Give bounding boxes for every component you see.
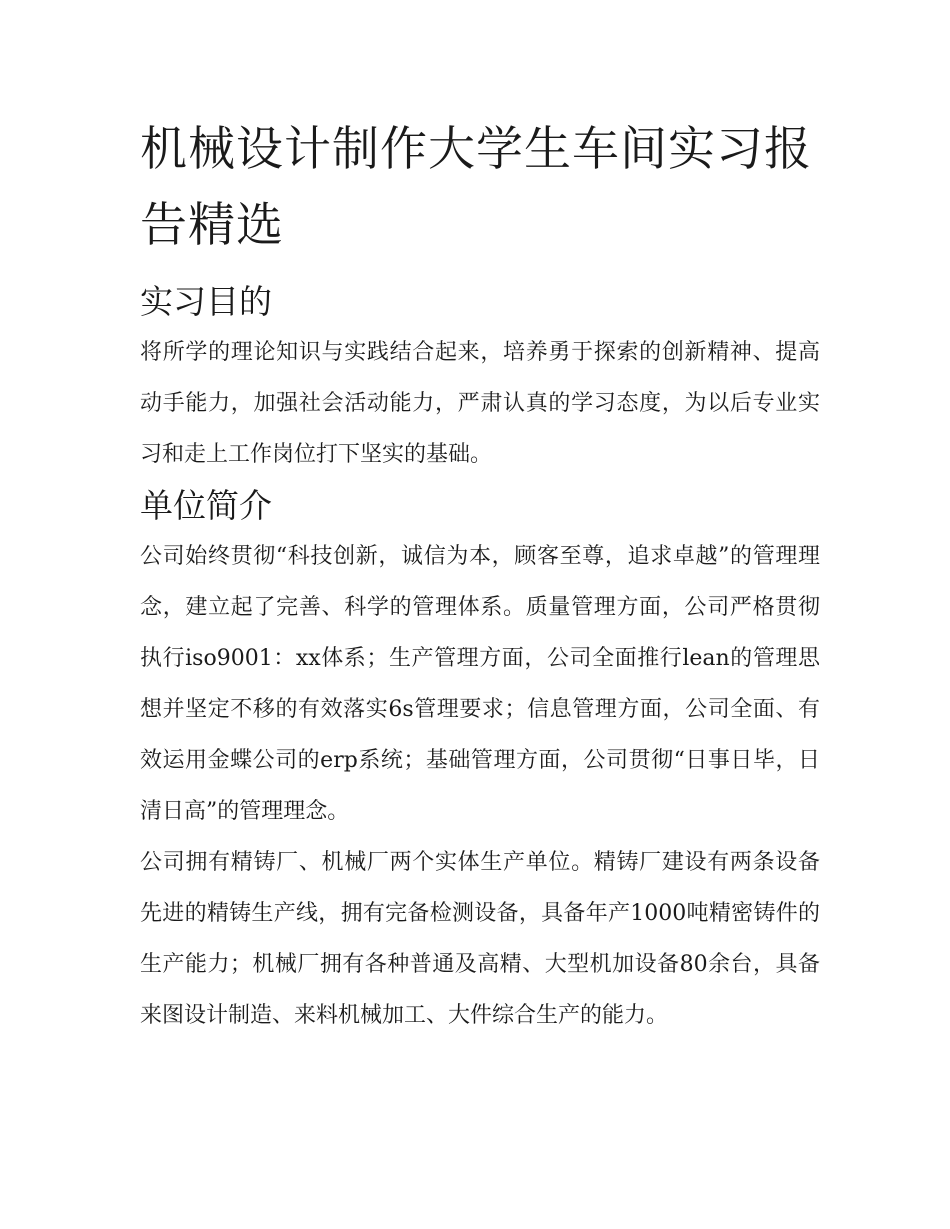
document-title: 机械设计制作大学生车间实习报告精选 xyxy=(140,122,812,253)
paragraph-management: 公司始终贯彻“科技创新，诚信为本，顾客至尊，追求卓越”的管理理念，建立起了完善、科学的管理体系。质量管理方面，公司严格贯彻执行iso9001：xx体系；生产管理方面，公司全面推行lean的管理思想并坚定不移的有效落实6s管理要求；信息管理方面，公司全面、有效运用金蝶公司的erp系统；基础管理方面，公司贯彻“日事日毕，日清日高”的管理理念。 xyxy=(140,544,820,824)
document-body xyxy=(140,276,820,1041)
paragraph-purpose: 将所学的理论知识与实践结合起来，培养勇于探索的创新精神、提高动手能力，加强社会活动能力，严肃认真的学习态度，为以后专业实习和走上工作岗位打下坚实的基础。 xyxy=(140,340,820,467)
section-heading-purpose: 实习目的 xyxy=(140,282,272,321)
paragraph-production: 公司拥有精铸厂、机械厂两个实体生产单位。精铸厂建设有两条设备先进的精铸生产线，拥有完备检测设备，具备年产1000吨精密铸件的生产能力；机械厂拥有各种普通及高精、大型机加设备80余台，具备来图设计制造、来料机械加工、大件综合生产的能力。 xyxy=(140,850,820,1028)
section-heading-company: 单位简介 xyxy=(140,486,272,525)
